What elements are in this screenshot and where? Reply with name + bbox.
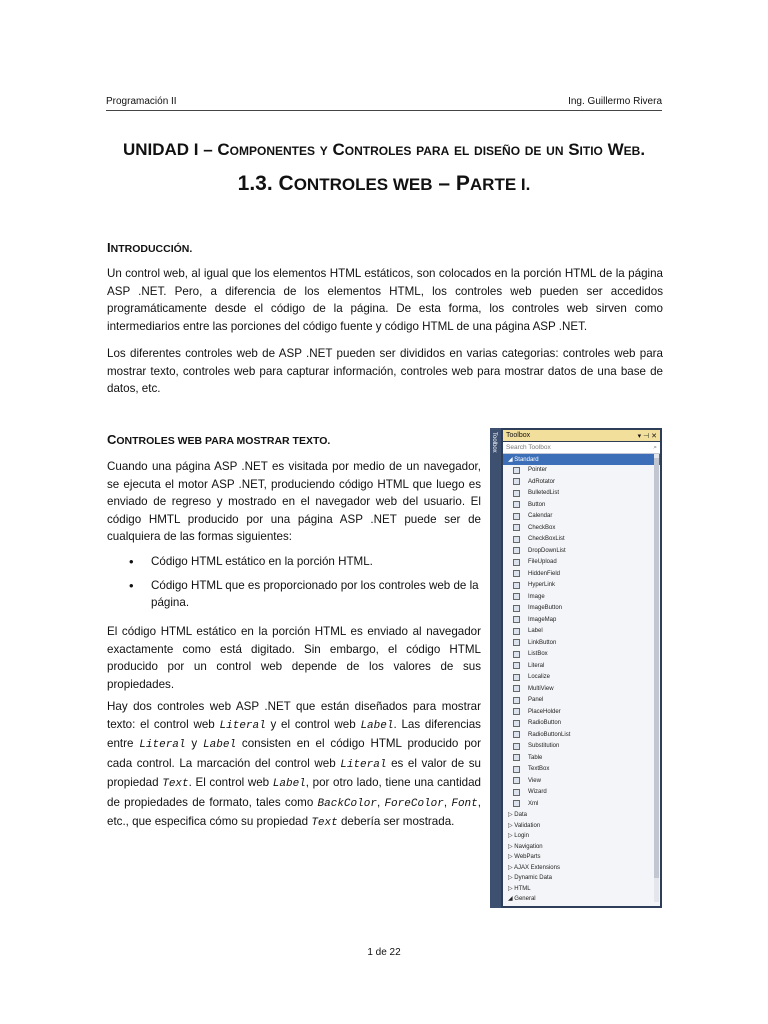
toolbox-category: ◢ General xyxy=(508,896,536,903)
control-icon xyxy=(513,628,520,635)
toolbox-item xyxy=(503,764,660,776)
header-author: Ing. Guillermo Rivera xyxy=(568,96,662,107)
text-run: , por otro lado, tiene una cantidad de propiedades de formato, tales como xyxy=(107,776,482,809)
toolbox-item-label: Image xyxy=(528,593,545,600)
toolbox-item-label: Table xyxy=(528,754,543,761)
toolbox-screenshot xyxy=(490,428,662,908)
toolbox-item-label: Xml xyxy=(528,800,539,807)
section-title-cap1: C xyxy=(278,172,294,195)
toolbox-item xyxy=(503,488,660,500)
text-run: es el valor de su propiedad xyxy=(107,756,481,789)
toolbox-item-label: MultiView xyxy=(528,685,554,692)
intro-paragraph-2: Los diferentes controles web de ASP .NET pueden ser divididos en varias categorias: controles web para mostrar texto, controles web para capturar información, controles web para mostrar datos de una base de datos, etc. xyxy=(107,347,663,395)
control-icon xyxy=(513,674,520,681)
section-title xyxy=(0,172,768,196)
control-icon xyxy=(513,708,520,715)
toolbox-item-label: CheckBoxList xyxy=(528,536,565,543)
toolbox-item xyxy=(503,534,660,546)
toolbox-item xyxy=(503,511,660,523)
toolbox-item-label: RadioButtonList xyxy=(528,731,571,738)
toolbox-item-label: DropDownList xyxy=(528,547,566,554)
toolbox-item xyxy=(503,637,660,649)
toolbox-item-label: FileUpload xyxy=(528,559,557,566)
section-title-word1: ONTROLES WEB xyxy=(293,175,433,194)
toolbox-category: ▷ Validation xyxy=(508,822,541,829)
toolbox-item-label: Label xyxy=(528,628,543,635)
toolbox-item xyxy=(503,626,660,638)
toolbox-item xyxy=(503,695,660,707)
code-label: Label xyxy=(360,719,394,732)
toolbox-item xyxy=(503,557,660,569)
control-icon xyxy=(513,766,520,773)
control-icon xyxy=(513,570,520,577)
control-icon xyxy=(513,685,520,692)
toolbox-item-label: AdRotator xyxy=(528,478,556,485)
toolbox-item xyxy=(503,476,660,488)
toolbox-item-label: PlaceHolder xyxy=(528,708,561,715)
control-icon xyxy=(513,616,520,623)
code-label: Label xyxy=(203,739,237,751)
control-icon xyxy=(513,720,520,727)
toolbox-item xyxy=(503,741,660,753)
toolbox-item-label: ImageMap xyxy=(528,616,557,623)
toolbox-item-label: BulletedList xyxy=(528,490,560,497)
toolbox-item-label: Substitution xyxy=(528,743,560,750)
control-icon xyxy=(513,467,520,474)
toolbox-side-tab xyxy=(490,428,501,908)
toolbox-item-label: ImageButton xyxy=(528,605,563,612)
control-icon xyxy=(513,524,520,531)
toolbox-item xyxy=(503,660,660,672)
code-label: Label xyxy=(272,778,306,790)
section-title-word2: ARTE I. xyxy=(469,175,531,194)
toolbox-item-label: Calendar xyxy=(528,513,553,520)
list-item: • Código HTML estático en la porción HTML. xyxy=(107,553,481,571)
control-icon xyxy=(513,789,520,796)
control-icon xyxy=(513,593,520,600)
intro-heading-cap: I xyxy=(107,240,111,255)
toolbox-item-label: Wizard xyxy=(528,789,547,796)
section2-paragraph-2: El código HTML estático en la porción HTML es enviado al navegador exactamente como está digitado. Sin embargo, el código HTML producido por un control web depende de los valores de sus propiedades. xyxy=(107,625,481,691)
control-icon xyxy=(513,651,520,658)
text-run: , xyxy=(376,795,385,809)
unit-title xyxy=(0,140,768,160)
toolbox-item xyxy=(503,752,660,764)
text-run: consisten en el código HTML producido por cada control. La marcación del control web xyxy=(107,737,481,770)
toolbox-item xyxy=(503,798,660,810)
toolbox-titlebar xyxy=(503,430,660,441)
toolbox-category: ▷ Data xyxy=(508,812,527,819)
toolbox-item-label: ListBox xyxy=(528,651,548,658)
code-literal: Literal xyxy=(139,739,186,751)
toolbox-item xyxy=(503,580,660,592)
code-backcolor: BackColor xyxy=(317,797,377,810)
toolbox-window-controls-icon: ▾ ⊣ ✕ xyxy=(637,432,657,440)
control-icon xyxy=(513,800,520,807)
control-icon xyxy=(513,536,520,543)
control-icon xyxy=(513,743,520,750)
toolbox-item xyxy=(503,683,660,695)
toolbox-item xyxy=(503,614,660,626)
toolbox-title: Toolbox xyxy=(506,432,531,439)
toolbox-body xyxy=(503,442,660,906)
control-icon xyxy=(513,639,520,646)
control-icon xyxy=(513,559,520,566)
intro-heading xyxy=(107,240,192,255)
code-text: Text xyxy=(311,817,338,829)
control-icon xyxy=(513,513,520,520)
search-icon: ⌕ xyxy=(653,443,657,451)
toolbox-item xyxy=(503,591,660,603)
toolbox-item-label: Literal xyxy=(528,662,545,669)
toolbox-item-label: LinkButton xyxy=(528,639,557,646)
toolbox-item xyxy=(503,522,660,534)
header-course: Programación II xyxy=(106,96,177,107)
toolbox-item-label: HyperLink xyxy=(528,582,556,589)
unit-title-main: UNIDAD I xyxy=(122,140,199,159)
toolbox-item xyxy=(503,775,660,787)
control-icon xyxy=(513,582,520,589)
toolbox-item xyxy=(503,603,660,615)
unit-title-dash: – xyxy=(198,140,218,159)
section2-paragraph-3 xyxy=(107,698,481,833)
toolbox-item-label: HiddenField xyxy=(528,570,561,577)
text-run: debería ser mostrada. xyxy=(337,815,455,828)
forms-list xyxy=(107,553,481,618)
toolbox-scroll-thumb xyxy=(654,458,659,878)
toolbox-category: ▷ HTML xyxy=(508,885,531,892)
header-divider xyxy=(106,110,662,111)
control-icon xyxy=(513,478,520,485)
text-run: . Las diferencias entre xyxy=(107,717,481,750)
control-icon xyxy=(513,501,520,508)
intro-paragraph-1: Un control web, al igual que los elementos HTML estáticos, son colocados en la porción HTML de la página ASP .NET. Pero, a diferencia de los elementos HTML, los controles web pueden ser accedidos programáticamente desde el código de la página. De esta forma, los controles web sirven como intermediarios entre las porciones del código fuente y código HTML de una página ASP .NET. xyxy=(107,267,663,333)
toolbox-item-label: Localize xyxy=(528,674,551,681)
section2-heading xyxy=(107,432,330,447)
control-icon xyxy=(513,547,520,554)
text-run: . El control web xyxy=(188,776,273,789)
toolbox-item-label: View xyxy=(528,777,541,784)
toolbox-item-label: CheckBox xyxy=(528,524,556,531)
section-title-dash: – xyxy=(432,172,456,195)
toolbox-category: ▷ Navigation xyxy=(508,843,543,850)
toolbox-item xyxy=(503,465,660,477)
toolbox-item xyxy=(503,787,660,799)
toolbox-item xyxy=(503,729,660,741)
text-run: , xyxy=(443,795,452,809)
toolbox-category: ▷ AJAX Extensions xyxy=(508,864,560,871)
control-icon xyxy=(513,777,520,784)
code-forecolor: ForeColor xyxy=(384,797,444,810)
code-literal: Literal xyxy=(340,758,387,771)
control-icon xyxy=(513,605,520,612)
toolbox-item-label: RadioButton xyxy=(528,720,562,727)
toolbox-item xyxy=(503,718,660,730)
toolbox-item xyxy=(503,568,660,580)
toolbox-item xyxy=(503,545,660,557)
page-number: 1 de 22 xyxy=(367,947,401,958)
control-icon xyxy=(513,662,520,669)
toolbox-items xyxy=(503,465,660,810)
toolbox-search xyxy=(503,442,660,454)
page-header xyxy=(106,96,662,107)
toolbox-item-label: Button xyxy=(528,501,546,508)
control-icon xyxy=(513,490,520,497)
code-font: Font xyxy=(451,797,478,810)
control-icon xyxy=(513,731,520,738)
toolbox-item xyxy=(503,706,660,718)
section-number: 1.3. xyxy=(237,172,279,195)
text-run: y xyxy=(185,737,204,750)
intro-heading-rest: NTRODUCCIÓN. xyxy=(110,243,193,255)
section-title-cap2: P xyxy=(455,172,470,195)
toolbox-item-label: Panel xyxy=(528,697,544,704)
toolbox-category: ▷ WebParts xyxy=(508,854,541,861)
toolbox-category: ▷ Dynamic Data xyxy=(508,875,552,882)
code-literal: Literal xyxy=(219,719,266,732)
unit-title-sub: Componentes y Controles para el diseño de un Sitio Web. xyxy=(217,140,646,159)
text-run: y el control web xyxy=(265,717,361,731)
code-text: Text xyxy=(162,778,189,790)
toolbox-side-label: Toolbox xyxy=(491,432,497,453)
toolbox-categories xyxy=(503,810,660,905)
section2-paragraph-1: Cuando una página ASP .NET es visitada por medio de un navegador, se ejecuta el motor ASP .NET, produciendo código HTML que luego es enviado de regreso y mostrado en el navegador web del usuario. El código HMTL producido por una página ASP .NET puede ser de cualquiera de las formas siguientes: xyxy=(107,460,481,543)
control-icon xyxy=(513,754,520,761)
control-icon xyxy=(513,697,520,704)
toolbox-search-placeholder: Search Toolbox xyxy=(506,444,551,451)
toolbox-item-label: TextBox xyxy=(528,766,550,773)
list-item: • Código HTML que es proporcionado por los controles web de la página. xyxy=(107,577,481,612)
section2-heading-rest: ONTROLES WEB PARA MOSTRAR TEXTO. xyxy=(116,435,331,447)
text-run: Hay dos controles web ASP .NET que están diseñados para mostrar texto: el control web xyxy=(107,700,481,731)
toolbox-scrollbar xyxy=(654,454,659,902)
toolbox-item xyxy=(503,499,660,511)
toolbox-item xyxy=(503,649,660,661)
section2-heading-cap: C xyxy=(107,432,117,447)
toolbox-category-standard: ◢ Standard xyxy=(503,454,660,465)
toolbox-item-label: Pointer xyxy=(528,467,548,474)
toolbox-item xyxy=(503,672,660,684)
toolbox-category: ▷ Login xyxy=(508,833,529,840)
text-run: , etc., que especifica cómo su propiedad xyxy=(107,795,481,828)
